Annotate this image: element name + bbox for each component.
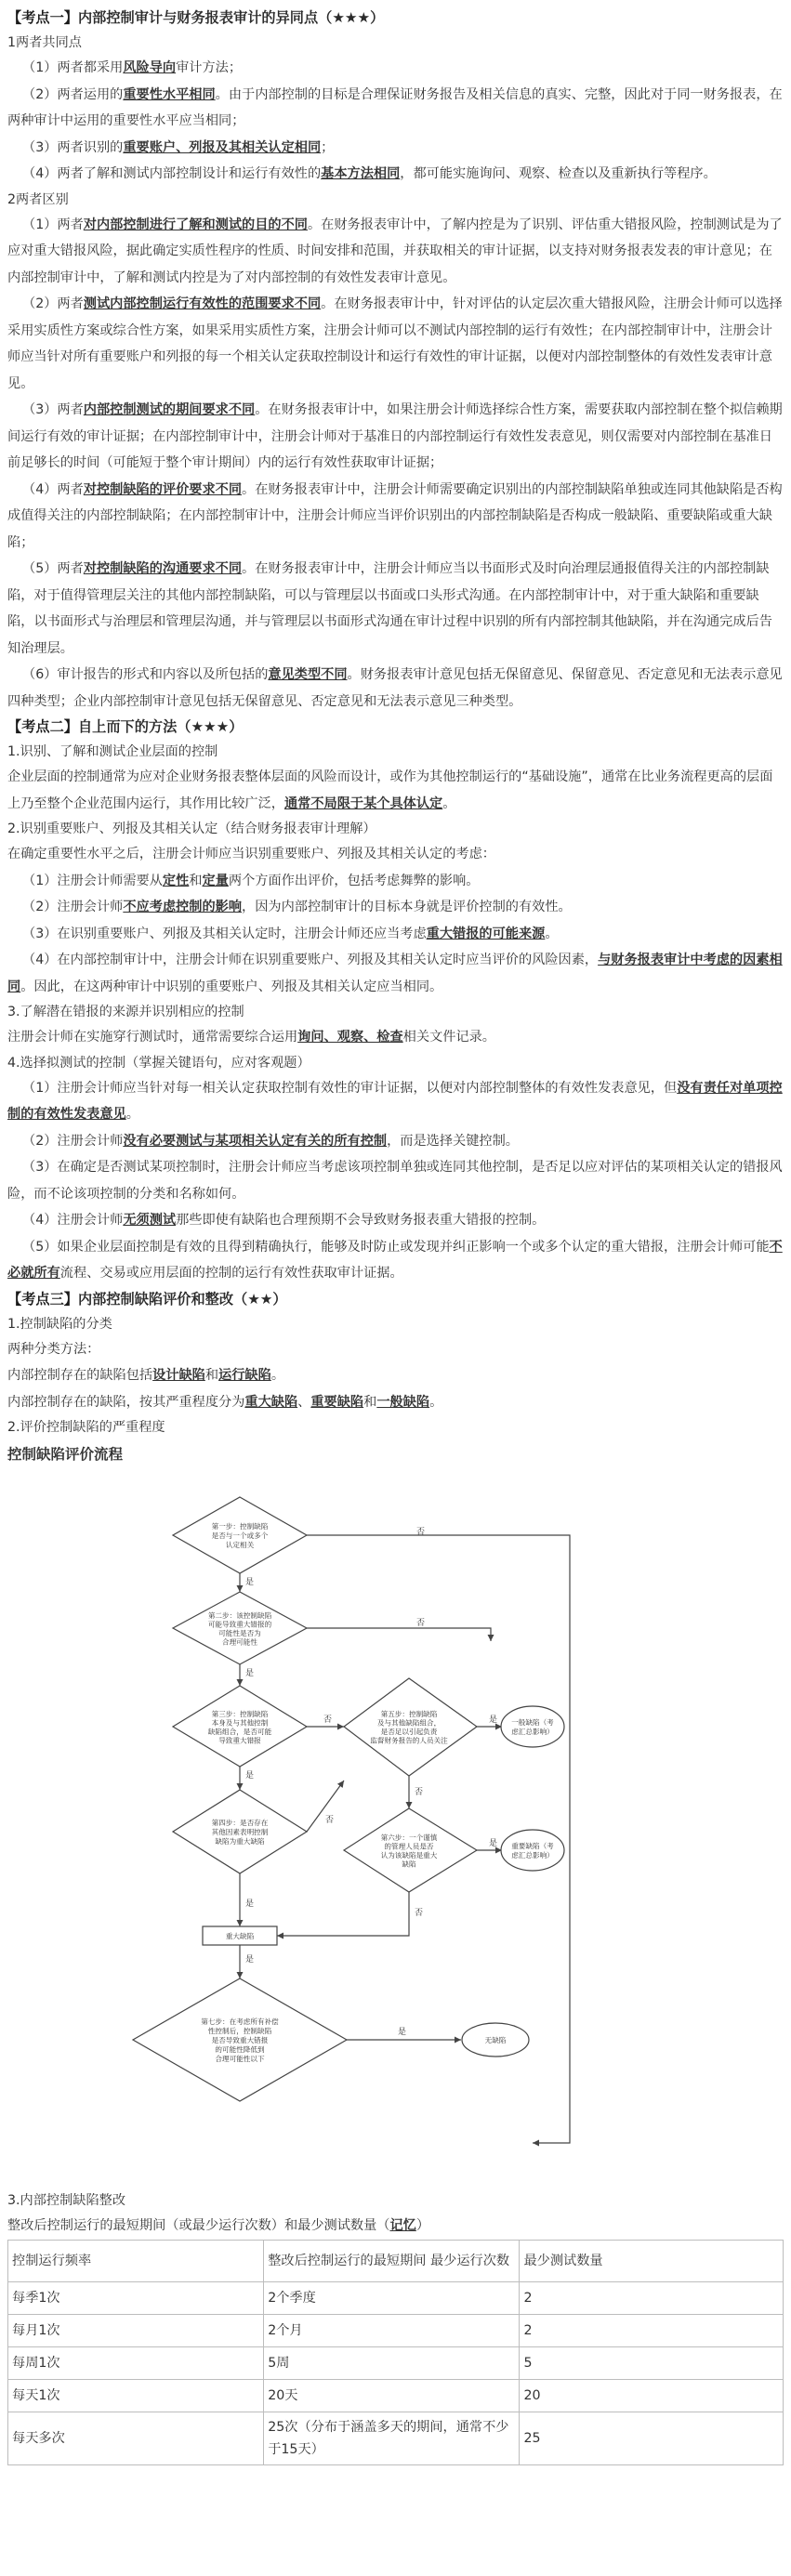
text: （3）在确定是否测试某项控制时，注册会计师应当考虑该项控制单独或连同其他控制，是否足以应对评估的某项相关认定的错报风险，而不论该项控制的分类和名称如何。 (7, 1160, 783, 1202)
paragraph (7, 1389, 784, 1416)
flow-result-label: 重大缺陷 (225, 1932, 255, 1940)
text: 流程、交易或应用层面的控制的运行有效性获取审计证据。 (59, 1266, 403, 1281)
emphasis: 通常不局限于某个具体认定 (283, 795, 443, 811)
emphasis: 定性 (162, 873, 190, 888)
text: 。因此，在这两种审计中识别的重要账户、列报及其相关认定应当相同。 (20, 979, 443, 994)
table-cell: 每天多次 (8, 2412, 264, 2464)
emphasis: 无须测试 (123, 1213, 177, 1228)
flow-branch-label: 是 (489, 1839, 498, 1848)
emphasis: 基本方法相同 (321, 166, 401, 181)
text: 整改后控制运行的最短期间（或最少运行次数）和最少测试数量（ (7, 2218, 390, 2233)
flow-step-7-label: 性控制后，控制缺陷 (207, 2027, 272, 2035)
table-cell: 每季1次 (8, 2281, 264, 2314)
text: 。 (270, 1368, 285, 1383)
flow-step-7-label: 合理可能性以下 (215, 2055, 265, 2063)
emphasis: 设计缺陷 (152, 1368, 205, 1383)
table-row (8, 2379, 784, 2412)
text: 。 (545, 926, 559, 941)
emphasis: 对控制缺陷的沟通要求不同 (83, 561, 243, 576)
flow-step-3-label: 导致重大错报 (218, 1736, 261, 1745)
flow-step-4-label: 缺陷为重大缺陷 (215, 1837, 265, 1846)
flow-branch-label: 否 (416, 1619, 426, 1628)
paragraph (7, 1154, 784, 1207)
text: 内部控制存在的缺陷包括 (7, 1368, 153, 1383)
emphasis: 记忆 (389, 2218, 416, 2233)
emphasis: 定量 (202, 873, 229, 888)
table-cell: 2 (520, 2281, 784, 2314)
table-cell: 25次（分布于涵盖多天的期间，通常不少于15天） (264, 2412, 520, 2464)
paragraph (7, 556, 784, 662)
emphasis: 与财务报表审计中考虑的因素相同 (7, 953, 783, 994)
emphasis: 运行缺陷 (218, 1368, 271, 1383)
paragraph (7, 1336, 784, 1363)
table-row (8, 2346, 784, 2379)
text: （2）两者运用的 (22, 86, 124, 102)
text: 。在财务报表审计中，注册会计师需要确定识别出的内部控制缺陷单独或连同其他缺陷是否构成值得关注的内部控制缺陷；在内部控制审计中，注册会计师应当评价识别出的内部控制缺陷是否构成一般缺陷、重要缺陷或重大缺陷； (7, 481, 783, 550)
paragraph (7, 135, 784, 162)
text: 内部控制存在的缺陷，按其严重程度分为 (7, 1394, 245, 1410)
flow-step-7-label: 第七步：在考虑所有补偿 (201, 2017, 279, 2026)
emphasis: 询问、观察、检查 (297, 1030, 403, 1045)
text: （1）注册会计师应当针对每一相关认定获取控制有效性的审计证据，以便对内部控制整体的有效性发表意见，但 (22, 1080, 678, 1096)
flowchart-title: 控制缺陷评价流程 (7, 1446, 124, 1463)
subsection-title: 3.内部控制缺陷整改 (7, 2193, 126, 2208)
paragraph (7, 1128, 784, 1155)
emphasis: 重大缺陷 (244, 1394, 298, 1410)
flow-step-6-label: 第六步：一个谨慎 (380, 1833, 438, 1842)
flow-result-label: 一般缺陷（考 (511, 1718, 554, 1727)
flow-step-7-label: 是否导致重大错报 (211, 2036, 269, 2044)
paragraph (7, 1362, 784, 1389)
table-cell: 每月1次 (8, 2314, 264, 2346)
flow-result-label: 无缺陷 (484, 2036, 507, 2044)
flow-step-6-label: 认为该缺陷是重大 (380, 1850, 438, 1860)
flow-step-2-label: 合理可能性 (222, 1637, 257, 1647)
flowchart (26, 1469, 584, 2185)
text: （3）两者识别的 (22, 139, 124, 155)
emphasis: 没有责任对单项控制的有效性发表意见 (7, 1080, 783, 1122)
text: 。 (442, 795, 456, 811)
flow-branch-label: 否 (323, 1715, 333, 1725)
text: ； (321, 139, 335, 155)
text: 、 (297, 1394, 311, 1410)
emphasis: 风险导向 (123, 60, 177, 75)
paragraph (7, 894, 784, 921)
emphasis: 意见类型不同 (268, 667, 348, 682)
table-cell: 20 (520, 2379, 784, 2412)
emphasis: 重要性水平相同 (123, 86, 216, 102)
table-row (8, 2314, 784, 2346)
flow-step-2-label: 可能导致重大错报的 (207, 1620, 272, 1629)
table-cell: 2个季度 (264, 2281, 520, 2314)
paragraph (7, 397, 784, 477)
paragraph (7, 1075, 784, 1128)
flow-result-label: 虑汇总影响） (511, 1851, 554, 1860)
paragraph (7, 764, 784, 817)
text: 两种分类方法： (7, 1341, 100, 1357)
text: 。在财务报表审计中，注册会计师应当以书面形式及时向治理层通报值得关注的内部控制缺陷，对于值得管理层关注的其他内部控制缺陷，可以与管理层以书面或口头形式沟通。在内部控制审计中，对于重大缺陷和重要缺陷，以书面形式与治理层和管理层沟通，并与管理层以书面形式沟通在审计过程中识别的所有内部控制其他缺陷，并在沟通完成后告知治理层。 (7, 561, 772, 656)
document-body (7, 6, 784, 2465)
flow-branch-label: 是 (245, 1669, 255, 1678)
text: 。由于内部控制的目标是合理保证财务报告及相关信息的真实、完整，因此对于同一财务报表，在两种审计中运用的重要性水平应当相同； (7, 86, 783, 128)
flow-step-1-label: 是否与一个或多个 (211, 1531, 269, 1540)
table-cell: 2 (520, 2314, 784, 2346)
emphasis: 重要账户、列报及其相关认定相同 (123, 139, 322, 155)
table-cell: 每天1次 (8, 2379, 264, 2412)
emphasis: 重要缺陷 (310, 1394, 364, 1410)
text: （4）注册会计师 (22, 1213, 124, 1228)
text: 企业层面的控制通常为应对企业财务报表整体层面的风险而设计，或作为其他控制运行的“基础设施”，通常在比业务流程更高的层面上乃至整个企业范围内运行，其作用比较广泛， (7, 769, 773, 811)
flow-step-3-label: 缺陷组合，是否可能 (207, 1727, 272, 1736)
table-row (8, 2281, 784, 2314)
paragraph: 在确定重要性水平之后，注册会计师应当识别重要账户、列报及其相关认定的考虑： (7, 847, 495, 861)
text: （2）注册会计师 (22, 1133, 124, 1149)
emphasis: 对控制缺陷的评价要求不同 (83, 481, 243, 497)
text: 审计方法； (176, 60, 243, 75)
subsection-title: 2.评价控制缺陷的严重程度 (7, 1420, 165, 1435)
text: ） (415, 2218, 430, 2233)
text: 那些即使有缺陷也合理预期不会导致财务报表重大错报的控制。 (176, 1213, 546, 1228)
flow-step-5-label: 第五步：控制缺陷 (380, 1709, 438, 1718)
text: 相关文件记录。 (402, 1030, 495, 1045)
text: 。在财务报表审计中，了解内控是为了识别、评估重大错报风险，控制测试是为了应对重大错报风险，据此确定实质性程序的性质、时间安排和范围，并获取相关的审计证据，以支持对财务报表发表的审计意见；在内部控制审计中，了解和测试内控是为了对内部控制的有效性发表审计意见。 (7, 217, 783, 285)
subsection-title: 4.选择拟测试的控制（掌握关键语句，应对客观题） (7, 1055, 310, 1071)
section-heading-2: 【考点二】自上而下的方法（★★★） (7, 718, 244, 735)
subsection-title: 2两者区别 (7, 191, 69, 207)
flow-step-5-label: 监督财务报告的人员关注 (370, 1736, 448, 1745)
flow-step-2-label: 可能性是否为 (218, 1628, 261, 1637)
flow-branch-label: 是 (245, 1771, 255, 1781)
text: 。财务报表审计意见包括无保留意见、保留意见、否定意见和无法表示意见四种类型；企业内部控制审计意见包括无保留意见、否定意见和无法表示意见三种类型。 (7, 667, 783, 709)
flow-step-2-label: 第二步：该控制缺陷 (207, 1610, 272, 1620)
flow-branch-label: 否 (415, 1909, 424, 1918)
paragraph-group (7, 55, 784, 188)
paragraph (7, 662, 784, 715)
emphasis: 不应考虑控制的影响 (123, 900, 243, 914)
remediation-table (7, 2240, 784, 2465)
emphasis: 对内部控制进行了解和测试的目的不同 (83, 217, 308, 232)
paragraph-group (7, 764, 784, 817)
paragraph-group (7, 1336, 784, 1416)
flow-result-label: 虑汇总影响） (511, 1728, 554, 1736)
paragraph-group (7, 1075, 784, 1287)
flow-step-6-label: 的管理人员是否 (384, 1842, 434, 1851)
text: 。 (125, 1107, 139, 1122)
table-cell: 每周1次 (8, 2346, 264, 2379)
emphasis: 重大错报的可能来源 (426, 926, 546, 941)
subsection-title: 1.识别、了解和测试企业层面的控制 (7, 744, 218, 759)
paragraph-group (7, 212, 784, 716)
paragraph (7, 161, 784, 188)
flow-branch-label: 是 (398, 2028, 407, 2037)
subsection-title: 2.识别重要账户、列报及其相关认定（结合财务报表审计理解） (7, 821, 376, 836)
flow-step-5-label: 是否足以引起负责 (380, 1727, 438, 1736)
text: 和 (189, 873, 203, 888)
flow-step-1-label: 认定相关 (225, 1541, 255, 1549)
flow-step-7-label: 的可能性降低到 (215, 2045, 265, 2054)
paragraph (7, 1024, 784, 1051)
text: （3）在识别重要账户、列报及其相关认定时，注册会计师还应当考虑 (22, 926, 427, 941)
paragraph (7, 82, 784, 135)
flow-branch-label: 否 (415, 1788, 424, 1797)
text: （6）审计报告的形式和内容以及所包括的 (22, 667, 269, 682)
paragraph (7, 55, 784, 82)
paragraph (7, 2213, 784, 2240)
text: （5）两者 (22, 561, 84, 576)
text: 。 (429, 1394, 443, 1410)
flow-step-3-label: 本身及与其他控制 (211, 1718, 269, 1728)
paragraph (7, 947, 784, 1000)
text: （3）两者 (22, 402, 84, 417)
table-row (8, 2412, 784, 2464)
paragraph-group (7, 1024, 784, 1051)
text: （1）两者 (22, 217, 84, 232)
emphasis: 没有必要测试与某项相关认定有关的所有控制 (123, 1133, 388, 1149)
paragraph (7, 1207, 784, 1234)
text: 。在财务报表审计中，如果注册会计师选择综合性方案，需要获取内部控制在整个拟信赖期间运行有效的审计证据；在内部控制审计中，注册会计师对于基准日的内部控制运行有效性发表意见，则仅需要对内部控制在基准日前足够长的时间（可能短于整个审计期间）内的运行有效性获取审计证据； (7, 402, 783, 470)
text: （4）两者 (22, 481, 84, 497)
flow-branch-label: 是 (489, 1715, 498, 1725)
text: 注册会计师在实施穿行测试时，通常需要综合运用 (7, 1030, 298, 1045)
flow-branch-label: 否 (325, 1816, 335, 1825)
text: 和 (363, 1394, 377, 1410)
paragraph (7, 868, 784, 895)
text: （2）两者 (22, 296, 84, 311)
subsection-title: 1两者共同点 (7, 35, 82, 50)
section-heading-1: 【考点一】内部控制审计与财务报表审计的异同点（★★★） (7, 9, 385, 26)
text: （4）在内部控制审计中，注册会计师在识别重要账户、列报及其相关认定时应当评价的风险因素， (22, 953, 599, 967)
paragraph (7, 921, 784, 948)
table-cell: 2个月 (264, 2314, 520, 2346)
flow-result-label: 重要缺陷（考 (511, 1842, 554, 1850)
text: （1）两者都采用 (22, 60, 124, 75)
section-heading-3: 【考点三】内部控制缺陷评价和整改（★★） (7, 1290, 287, 1308)
table-header-row (8, 2240, 784, 2281)
flow-result-significant (501, 1830, 564, 1871)
flow-step-4-label: 第四步：是否存在 (211, 1819, 269, 1827)
paragraph (7, 291, 784, 397)
text: ，都可能实施询问、观察、检查以及重新执行等程序。 (400, 166, 717, 181)
text: ，因为内部控制审计的目标本身就是评价控制的有效性。 (242, 900, 572, 914)
flow-step-4-label: 其他因素表明控制 (211, 1828, 269, 1836)
flow-step-5-label: 及与其他缺陷组合， (376, 1718, 442, 1728)
flow-branch-label: 是 (245, 1955, 255, 1965)
flow-step-3-label: 第三步：控制缺陷 (211, 1709, 269, 1718)
paragraph-group (7, 868, 784, 1001)
flow-step-6-label: 缺陷 (402, 1860, 416, 1869)
table-cell: 25 (520, 2412, 784, 2464)
subsection-title: 3.了解潜在错报的来源并识别相应的控制 (7, 1005, 244, 1019)
table-cell: 5 (520, 2346, 784, 2379)
paragraph-group (7, 2213, 784, 2240)
table-cell: 5周 (264, 2346, 520, 2379)
table-header-cell: 控制运行频率 (8, 2240, 264, 2281)
emphasis: 一般缺陷 (376, 1394, 430, 1410)
text: （5）如果企业层面控制是有效的且得到精确执行，能够及时防止或发现并纠正影响一个或多个认定的重大错报，注册会计师可能 (22, 1239, 770, 1255)
table-header-cell: 整改后控制运行的最短期间 最少运行次数 (264, 2240, 520, 2281)
paragraph (7, 212, 784, 292)
flow-result-general (501, 1706, 564, 1747)
subsection-title: 1.控制缺陷的分类 (7, 1316, 112, 1332)
flow-step-1-label: 第一步：控制缺陷 (211, 1522, 269, 1531)
text: （4）两者了解和测试内部控制设计和运行有效性的 (22, 166, 322, 181)
table-cell: 20天 (264, 2379, 520, 2412)
text: 。在财务报表审计中，针对评估的认定层次重大错报风险，注册会计师可以选择采用实质性方案或综合性方案，如果采用实质性方案，注册会计师可以不测试内部控制的运行有效性；在内部控制审计中，注册会计师应当针对所有重要账户和列报的每一个相关认定获取控制设计和运行有效性的审计证据，以便对内部控制整体的有效性发表审计意见。 (7, 296, 783, 391)
flow-branch-label: 否 (416, 1528, 426, 1537)
table-header-cell: 最少测试数量 (520, 2240, 784, 2281)
flow-branch-label: 是 (245, 1899, 255, 1909)
text: 两个方面作出评价，包括考虑舞弊的影响。 (228, 873, 480, 888)
text: 和 (204, 1368, 219, 1383)
paragraph (7, 1234, 784, 1287)
flow-branch-label: 是 (245, 1578, 255, 1587)
emphasis: 内部控制测试的期间要求不同 (83, 402, 256, 417)
text: ，而是选择关键控制。 (387, 1133, 519, 1149)
paragraph (7, 477, 784, 557)
text: （2）注册会计师 (22, 900, 124, 914)
text: （1）注册会计师需要从 (22, 873, 163, 888)
emphasis: 不必就所有 (7, 1239, 783, 1281)
emphasis: 测试内部控制运行有效性的范围要求不同 (83, 296, 322, 311)
